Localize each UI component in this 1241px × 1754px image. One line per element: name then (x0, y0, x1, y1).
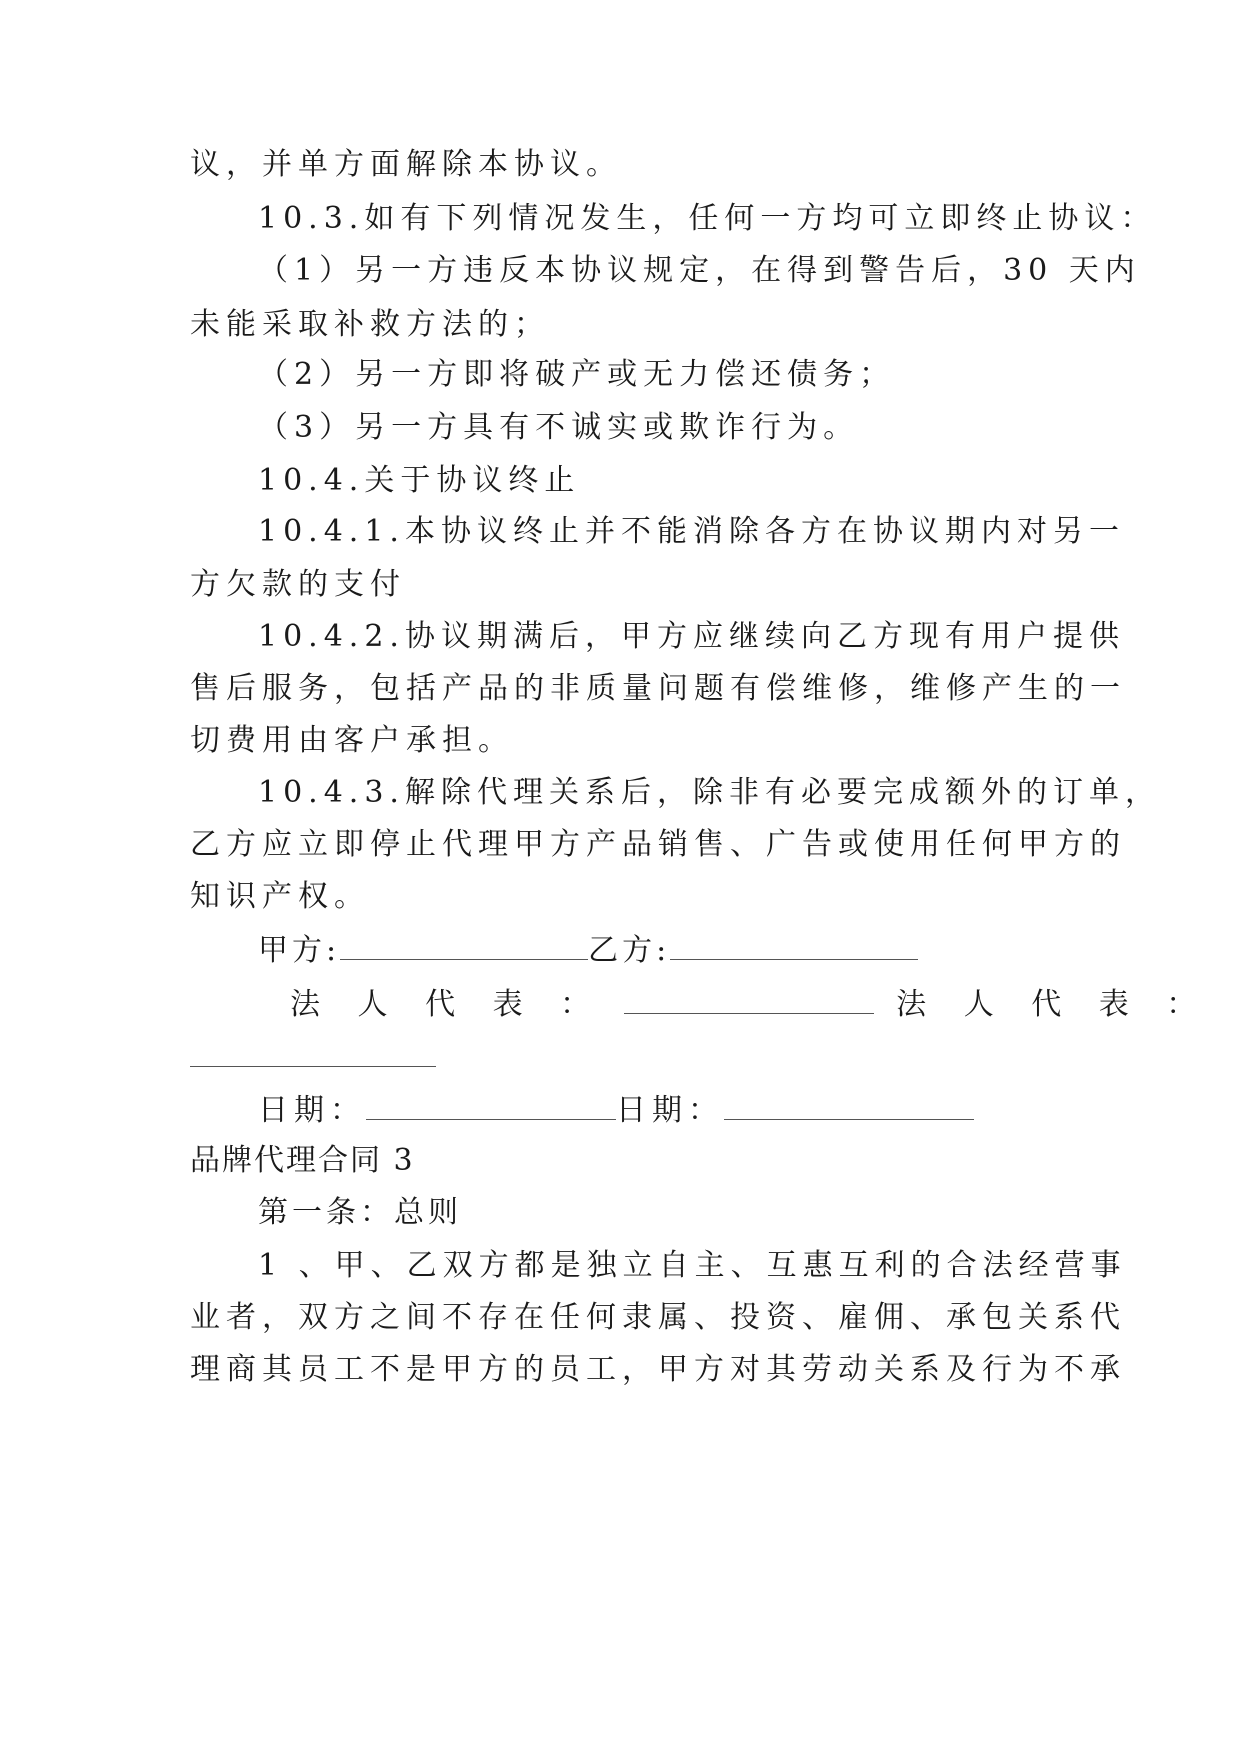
date-a-label: 日期： (258, 1093, 366, 1128)
article-heading: 第一条：总则 (258, 1195, 462, 1230)
party-a-blank (340, 929, 588, 960)
date-a-blank (366, 1089, 616, 1120)
date-line (258, 1089, 1078, 1131)
text-line: 未能采取补救方法的； (190, 307, 550, 342)
text-line: 知识产权。 (190, 879, 370, 914)
date-b-label: 日期： (616, 1093, 724, 1128)
date-b-blank (724, 1089, 974, 1120)
text-line: 10.4.1.本协议终止并不能消除各方在协议期内对另一 (258, 514, 1125, 549)
text-line: 理商其员工不是甲方的员工，甲方对其劳动关系及行为不承 (190, 1352, 1126, 1387)
rep-a-blank (624, 983, 874, 1014)
section-title: 品牌代理合同 3 (190, 1143, 415, 1178)
text-line: 业者，双方之间不存在任何隶属、投资、雇佣、承包关系代 (190, 1300, 1126, 1335)
text-line: 10.4.关于协议终止 (258, 463, 581, 498)
rep-b-blank-line (190, 1036, 1070, 1078)
rep-a-label: 法 人 代 表 ： (290, 987, 605, 1022)
text-line: 1 、甲、乙双方都是独立自主、互惠互利的合法经营事 (258, 1248, 1127, 1283)
text-line: （1）另一方违反本协议规定，在得到警告后，30 天内 (258, 253, 1141, 288)
text-line: 方欠款的支付 (190, 567, 406, 602)
text-line: （2）另一方即将破产或无力偿还债务； (258, 357, 896, 392)
party-b-label: 乙方: (588, 933, 671, 968)
rep-b-blank (190, 1036, 436, 1067)
text-line: 10.4.2.协议期满后，甲方应继续向乙方现有用户提供 (258, 619, 1125, 654)
text-line: 10.4.3.解除代理关系后，除非有必要完成额外的订单， (258, 775, 1161, 810)
text-line: 议，并单方面解除本协议。 (190, 147, 622, 182)
representative-line (290, 983, 1211, 1025)
text-line: 10.3.如有下列情况发生，任何一方均可立即终止协议： (258, 201, 1157, 236)
party-a-label: 甲方: (258, 933, 341, 968)
party-b-blank (670, 929, 918, 960)
text-line: 售后服务，包括产品的非质量问题有偿维修，维修产生的一 (190, 671, 1126, 706)
text-line: （3）另一方具有不诚实或欺诈行为。 (258, 410, 860, 445)
text-line: 切费用由客户承担。 (190, 723, 514, 758)
party-signature-line (258, 929, 1078, 971)
rep-b-label: 法 人 代 表 ： (896, 987, 1211, 1022)
text-line: 乙方应立即停止代理甲方产品销售、广告或使用任何甲方的 (190, 827, 1126, 862)
